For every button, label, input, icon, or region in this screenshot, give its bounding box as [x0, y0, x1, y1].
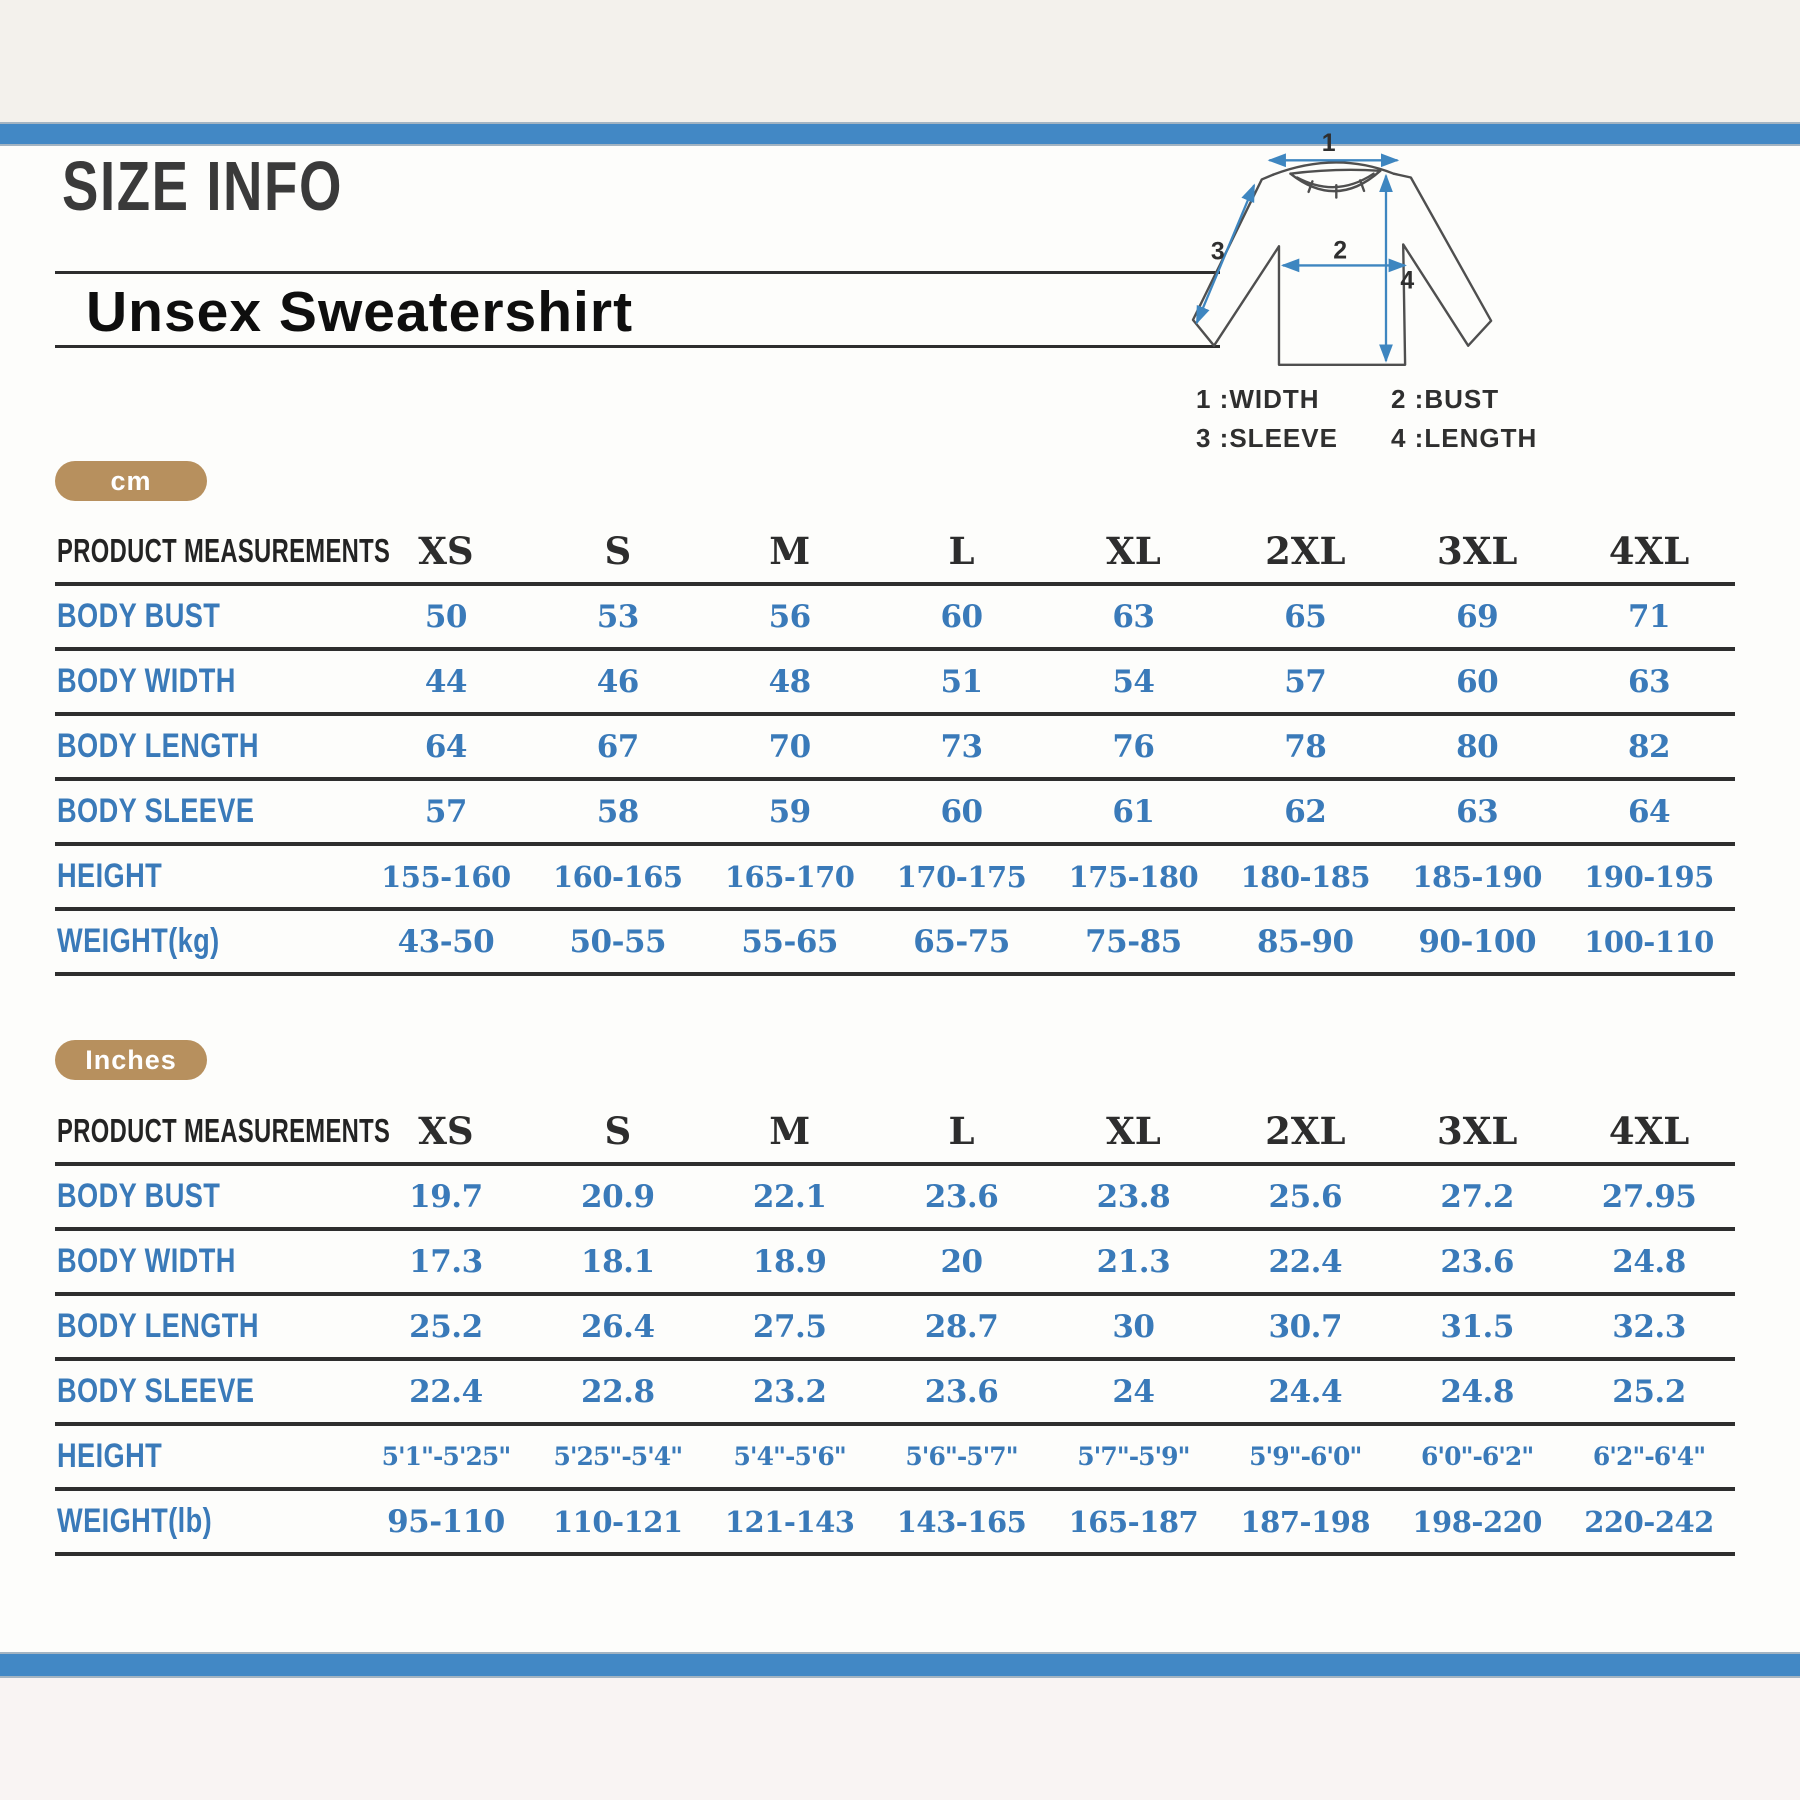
measurement-value: 24.8	[1440, 1373, 1514, 1410]
table-row	[55, 586, 1735, 651]
measurement-value: 5'6"-5'7"	[905, 1442, 1018, 1471]
measurement-value: 22.1	[752, 1178, 827, 1215]
size-column-header: 3XL	[1436, 1109, 1518, 1153]
measurement-row-label: WEIGHT(kg)	[57, 922, 220, 960]
measurement-value: 23.6	[924, 1373, 999, 1410]
size-column-header: S	[604, 1109, 632, 1153]
measurement-value: 6'0"-6'2"	[1421, 1442, 1534, 1471]
measurement-value: 5'7"-5'9"	[1077, 1442, 1190, 1471]
measurement-value: 46	[596, 663, 639, 700]
sweatshirt-measurement-diagram	[1158, 124, 1538, 454]
measurement-value: 71	[1627, 598, 1671, 635]
measurement-value: 22.4	[1268, 1243, 1343, 1280]
measurement-value: 58	[596, 793, 639, 830]
measurement-value: 6'2"-6'4"	[1592, 1442, 1706, 1471]
legend-length: 4 :LENGTH	[1391, 423, 1538, 453]
size-column-header: XS	[418, 1109, 474, 1153]
legend-width: 1 :WIDTH	[1196, 384, 1320, 414]
measurement-value: 63	[1112, 598, 1155, 635]
size-column-header: XL	[1106, 1109, 1161, 1153]
measurement-value: 24	[1112, 1373, 1155, 1410]
inches-unit-badge: Inches	[55, 1040, 207, 1080]
measurement-value: 143-165	[896, 1504, 1027, 1539]
measurement-value: 57	[1284, 663, 1327, 700]
measurement-value: 155-160	[381, 859, 511, 894]
size-column-header: S	[604, 529, 632, 573]
measurement-value: 64	[424, 728, 467, 765]
table-row	[55, 716, 1735, 781]
legend-sleeve: 3 :SLEEVE	[1196, 423, 1338, 453]
measurement-value: 220-242	[1584, 1504, 1714, 1539]
measurement-value: 121-143	[724, 1504, 855, 1539]
measurement-value: 60	[1456, 663, 1499, 700]
measurement-value: 28.7	[924, 1308, 999, 1345]
measurement-value: 187-198	[1240, 1504, 1371, 1539]
measurement-value: 30	[1112, 1308, 1155, 1345]
measurement-value: 62	[1284, 793, 1327, 830]
measurement-row-label: BODY SLEEVE	[57, 1372, 255, 1410]
sweatshirt-diagram-svg	[1158, 124, 1528, 382]
measurement-value: 65	[1284, 598, 1327, 635]
measurement-row-label: BODY WIDTH	[57, 1242, 236, 1280]
measurement-row-label: HEIGHT	[57, 857, 163, 895]
table-row	[55, 1231, 1735, 1296]
table-row	[55, 1426, 1735, 1491]
measurement-value: 50-55	[569, 923, 667, 960]
bottom-margin-strip	[0, 1678, 1800, 1800]
measurement-value: 5'9"-6'0"	[1249, 1442, 1362, 1471]
measurement-row-label: WEIGHT(lb)	[57, 1502, 213, 1540]
size-column-header: L	[948, 529, 975, 573]
table-row	[55, 1491, 1735, 1556]
table-row	[55, 1361, 1735, 1426]
measurement-value: 78	[1284, 728, 1327, 765]
measurement-value: 180-185	[1240, 859, 1371, 894]
measurement-value: 185-190	[1412, 859, 1542, 894]
table-row	[55, 911, 1735, 976]
measurement-value: 56	[768, 598, 811, 635]
measurement-value: 25.2	[409, 1308, 483, 1345]
measurement-row-label: BODY LENGTH	[57, 1307, 259, 1345]
measurement-value: 18.1	[581, 1243, 655, 1280]
measurement-value: 70	[768, 728, 811, 765]
size-column-header: 2XL	[1265, 1109, 1346, 1153]
measurement-value: 75-85	[1085, 923, 1182, 960]
measurement-value: 51	[940, 663, 983, 700]
measurement-value: 175-180	[1068, 859, 1199, 894]
measurement-value: 160-165	[553, 859, 683, 894]
table-row	[55, 846, 1735, 911]
measurement-value: 20.9	[581, 1178, 655, 1215]
measurement-value: 60	[940, 793, 983, 830]
measurement-value: 55-65	[741, 923, 839, 960]
measurement-value: 22.4	[409, 1373, 483, 1410]
measurement-value: 24.4	[1268, 1373, 1343, 1410]
measurement-value: 53	[596, 598, 639, 635]
measurement-value: 23.6	[1440, 1243, 1514, 1280]
cm-size-table	[55, 520, 1735, 976]
measurement-value: 23.2	[752, 1373, 827, 1410]
measurement-value: 63	[1456, 793, 1499, 830]
measurement-value: 90-100	[1418, 923, 1537, 960]
measurement-value: 21.3	[1096, 1243, 1171, 1280]
product-measurements-label: PRODUCT MEASUREMENTS	[57, 532, 391, 569]
measurement-value: 20	[940, 1243, 983, 1280]
measurement-value: 69	[1456, 598, 1499, 635]
measurement-value: 19.7	[409, 1178, 483, 1215]
bottom-blue-bar	[0, 1652, 1800, 1678]
measurement-value: 82	[1627, 728, 1671, 765]
size-column-header: XL	[1106, 529, 1161, 573]
measurement-value: 22.8	[581, 1373, 655, 1410]
arrow-label-4: 4	[1400, 267, 1415, 295]
measurement-value: 24.8	[1612, 1243, 1686, 1280]
measurement-row-label: BODY BUST	[57, 1177, 221, 1215]
measurement-value: 61	[1112, 793, 1155, 830]
measurement-value: 27.5	[752, 1308, 827, 1345]
measurement-value: 110-121	[553, 1504, 683, 1539]
measurement-value: 64	[1627, 793, 1671, 830]
size-column-header: 4XL	[1608, 1109, 1690, 1153]
measurement-value: 25.6	[1268, 1178, 1343, 1215]
measurement-value: 27.2	[1440, 1178, 1514, 1215]
legend-bust: 2 :BUST	[1391, 384, 1500, 414]
measurement-row-label: BODY WIDTH	[57, 662, 236, 700]
measurement-value: 5'1"-5'25"	[381, 1442, 511, 1471]
measurement-value: 32.3	[1612, 1308, 1686, 1345]
measurement-value: 170-175	[896, 859, 1027, 894]
measurement-value: 85-90	[1256, 923, 1354, 960]
measurement-value: 43-50	[397, 923, 495, 960]
measurement-row-label: BODY SLEEVE	[57, 792, 255, 830]
sleeve-arrow	[1197, 185, 1254, 323]
divider-line-top	[55, 271, 1220, 274]
table-header-row	[55, 520, 1735, 586]
measurement-row-label: HEIGHT	[57, 1437, 163, 1475]
measurement-value: 63	[1627, 663, 1671, 700]
measurement-value: 165-170	[724, 859, 855, 894]
measurement-value: 95-110	[387, 1503, 505, 1540]
measurement-value: 27.95	[1601, 1178, 1697, 1215]
measurement-value: 50	[424, 598, 467, 635]
measurement-value: 26.4	[581, 1308, 655, 1345]
measurement-row-label: BODY LENGTH	[57, 727, 259, 765]
size-column-header: 3XL	[1436, 529, 1518, 573]
measurement-value: 57	[424, 793, 467, 830]
size-column-header: XS	[418, 529, 474, 573]
measurement-value: 76	[1112, 728, 1155, 765]
measurement-value: 198-220	[1412, 1504, 1542, 1539]
table-row	[55, 1296, 1735, 1361]
measurement-value: 18.9	[752, 1243, 827, 1280]
measurement-value: 17.3	[409, 1243, 483, 1280]
inches-size-table	[55, 1100, 1735, 1556]
table-row	[55, 1166, 1735, 1231]
page-title: SIZE INFO	[62, 147, 343, 225]
measurement-value: 54	[1112, 663, 1155, 700]
measurement-value: 23.6	[924, 1178, 999, 1215]
measurement-value: 67	[596, 728, 639, 765]
product-name: Unsex Sweatershirt	[86, 280, 634, 344]
measurement-value: 65-75	[913, 923, 1010, 960]
measurement-value: 5'4"-5'6"	[733, 1442, 846, 1471]
diagram-legend	[1196, 384, 1538, 454]
measurement-value: 31.5	[1440, 1308, 1514, 1345]
table-header-row	[55, 1100, 1735, 1166]
divider-line-bottom	[55, 345, 1220, 348]
size-column-header: 4XL	[1608, 529, 1690, 573]
top-margin-strip	[0, 0, 1800, 122]
measurement-value: 100-110	[1584, 924, 1714, 959]
size-column-header: L	[948, 1109, 975, 1153]
measurement-value: 44	[424, 663, 467, 700]
measurement-value: 190-195	[1584, 859, 1714, 894]
arrow-label-2: 2	[1333, 237, 1348, 265]
measurement-row-label: BODY BUST	[57, 597, 221, 635]
size-column-header: M	[769, 1109, 811, 1153]
size-column-header: 2XL	[1265, 529, 1346, 573]
measurement-value: 59	[768, 793, 811, 830]
measurement-value: 80	[1456, 728, 1499, 765]
table-row	[55, 781, 1735, 846]
measurement-value: 30.7	[1268, 1308, 1343, 1345]
cm-unit-badge: cm	[55, 461, 207, 501]
measurement-value: 60	[940, 598, 983, 635]
measurement-value: 25.2	[1612, 1373, 1686, 1410]
measurement-value: 5'25"-5'4"	[553, 1442, 683, 1471]
size-column-header: M	[769, 529, 811, 573]
product-measurements-label: PRODUCT MEASUREMENTS	[57, 1112, 391, 1149]
measurement-value: 165-187	[1068, 1504, 1199, 1539]
arrow-label-3: 3	[1210, 238, 1225, 266]
measurement-value: 48	[768, 663, 811, 700]
measurement-value: 73	[940, 728, 983, 765]
table-row	[55, 651, 1735, 716]
measurement-value: 23.8	[1096, 1178, 1171, 1215]
arrow-label-1: 1	[1321, 129, 1336, 157]
